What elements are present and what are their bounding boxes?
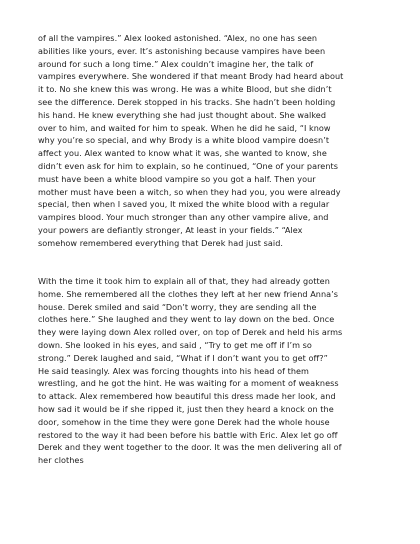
text-line: Derek and they went together to the door. It was the men delivering all of	[38, 442, 342, 453]
text-line: somehow remembered everything that Derek had just said.	[38, 237, 284, 248]
text-line: over to him, and waited for him to speak. When he did he said, “I know	[38, 122, 331, 133]
text-line: strong.” Derek laughed and said, “What if I don’t want you to get off?”	[38, 352, 328, 363]
text-line: his hand. He knew everything she had just thought about. She walked	[38, 109, 327, 120]
text-line: house. Derek smiled and said “Don’t worry, they are sending all the	[38, 301, 317, 312]
text-line: home. She remembered all the clothes they left at her new friend Anna’s	[38, 288, 339, 299]
text-line: her clothes	[38, 455, 84, 466]
paragraph-2	[38, 275, 389, 467]
text-line: they were laying down Alex rolled over, on top of Derek and held his arms	[38, 327, 343, 338]
text-line: must have been a white blood vampire so you got a half. Then your	[38, 173, 316, 184]
text-line: your powers are defiantly stronger, At least in your fields.” “Alex	[38, 224, 303, 235]
text-line: down. She looked in his eyes, and said , “Try to get me off if I’m so	[38, 339, 312, 350]
text-line: With the time it took him to explain all of that, they had already gotten	[38, 276, 330, 286]
text-line: special, then when I saved you, It mixed the white blood with a regular	[38, 199, 330, 210]
text-line: around for such a long time.” Alex couldn’t imagine her, the talk of	[38, 58, 314, 69]
text-line: vampires everywhere. She wondered if that meant Brody had heard about	[38, 71, 344, 82]
text-line: abilities like yours, ever. It’s astonishing because vampires have been	[38, 45, 326, 56]
text-line: wrestling, and he got the hint. He was waiting for a moment of weakness	[38, 378, 339, 389]
paragraph-1	[38, 32, 389, 250]
text-line: of all the vampires.” Alex looked astonished. “Alex, no one has seen	[38, 33, 318, 43]
text-line: affect you. Alex wanted to know what it was, she wanted to know, she	[38, 148, 327, 159]
text-line: vampires blood. Your much stronger than any other vampire alive, and	[38, 212, 329, 223]
text-line: restored to the way it had been before his battle with Eric. Alex let go off	[38, 429, 338, 440]
text-line: mother must have been a witch, so when they had you, you were already	[38, 186, 341, 197]
text-line: see the difference. Derek stopped in his tracks. She hadn’t been holding	[38, 96, 336, 107]
text-line: why you’re so special, and why Brody is a white blood vampire doesn’t	[38, 135, 330, 146]
text-line: how sad it would be if she ripped it, just then they heard a knock on the	[38, 403, 334, 414]
text-line: door, somehow in the time they were gone Derek had the whole house	[38, 416, 330, 427]
text-line: He said teasingly. Alex was forcing thoughts into his head of them	[38, 365, 309, 376]
text-line: it to. No she knew this was wrong. He was a white Blood, but she didn’t	[38, 84, 332, 95]
text-line: didn’t even ask for him to explain, so he continued, “One of your parents	[38, 160, 338, 171]
text-line: clothes here.” She laughed and they went to lay down on the bed. Once	[38, 314, 335, 325]
text-line: to attack. Alex remembered how beautiful this dress made her look, and	[38, 391, 336, 402]
